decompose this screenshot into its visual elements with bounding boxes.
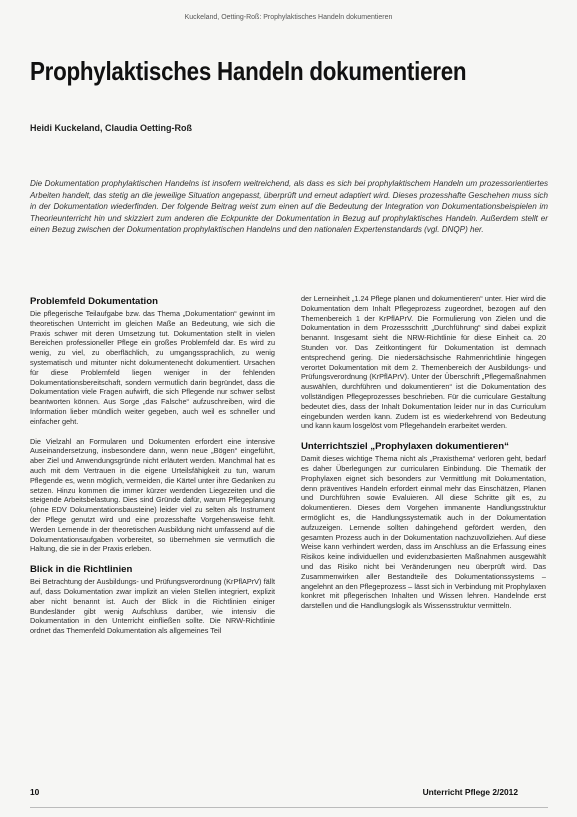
paragraph: Die Vielzahl an Formularen und Dokumenten erfordert eine intensive Auseinandersetzung, insbesondere dann, wenn neue „Bögen“ eingeführt, aber Ziel und Anwendungsgründe nicht erläutert werden. Manchmal hat es auch mit dem Vertrauen in die eigene Urteilsfähigkeit zu tun, warum Pflegende es, wenn möglich, vermeiden, die Kärtel unter ihre Gedanken zu setzen. Hinzu kommen die immer kürzer werdenden Liegezeiten und die steigende Arbeitsbelastung. Dies sind Gründe dafür, warum Pflegeplanung (ohne EDV Dokumentationsbausteine) leider viel zu selten als Instrument der Pflege genutzt wird und eine prozesshafte Vorgehensweise fehlt. Werden Lernende in der theoretischen Ausbildung nicht umfassend auf die Dokumentationsaufgaben vorbereitet, so übernehmen sie vermutlich die Haltung, die sie in der Praxis erleben. [30, 436, 275, 554]
paragraph: Damit dieses wichtige Thema nicht als „Praxisthema“ verloren geht, bedarf es daher Überlegungen zur curricularen Einbindung. Die Thematik der Prophylaxen eignet sich besonders zur Vermittlung mit Dokumentation, denn präventives Handeln erfordert einmal mehr das Einschätzen, Planen und Durchführen sowie Evaluieren. All diese Schritte gilt es, zu dokumentieren. Dieses dem Vorgehen immanente Handlungsstruktur ermöglicht es, die Handlungssystematik auch in der Dokumentation aufzuzeigen. Lernende sollten dahingehend gefördert werden, den gesamten Prozess auch in der Dokumentation nachzuvollziehen. Auf diese Weise kann verhindert werden, dass im Anschluss an die Erfassung eines Risikos keine individuellen und evidenzbasierten Maßnahmen ausgewählt und das Risiko nicht bei Veränderungen neu überprüft wird. Das Zusammenwirken aller Bestandteile des Dokumentationssystems – angelehnt an den Pflegeprozess – lässt sich in Verbindung mit Prophylaxen konkret mit pflegerischen Inhalten und Wissen lehren. Handelnde erst darstellen und die Handlungslogik als Wissensstruktur vermitteln. [301, 454, 546, 611]
running-head: Kuckeland, Oetting-Roß: Prophylaktisches Handeln dokumentieren [184, 14, 393, 21]
journal-name: Unterricht Pflege 2/2012 [422, 787, 518, 797]
left-column [30, 294, 275, 646]
paragraph: Die pflegerische Teilaufgabe bzw. das Thema „Dokumentation“ gewinnt im theoretischen Unterricht im gleichen Maße an Bedeutung, wie sich die Praxis schwer mit deren Umsetzung tut. Dokumentation stellt in vielen Bereichen professioneller Pflege ein großes Problemfeld dar. Es wird zu wenig, zu viel, zu oberflächlich, zu umgangssprachlich, zu wenig systematisch und mitunter nicht dokumentenecht dokumentiert. Ursachen für diese Problemfeld liegen weniger in der fehlenden Dokumentationsbereitschaft, sondern vermutlich darin begründet, dass die Dokumentation viele Fragen aufwirft, die sich Pflegende nur schwer selbst beantworten können. Aus Sorge „das Falsche“ aufzuschreiben, wird die Information lieber mündlich weiter gegeben, auch weil es schneller und einfacher geht. [30, 309, 275, 426]
page-footer [30, 787, 548, 799]
footer-rule [30, 807, 548, 808]
section-heading-richtlinien: Blick in die Richtlinien [30, 564, 133, 576]
paragraph: Bei Betrachtung der Ausbildungs- und Prüfungsverordnung (KrPflAPrV) fällt auf, dass Dokumentation zwar implizit an vielen Stellen integriert, explizit aber nicht benannt ist. Auch der Blick in die Richtlinien einiger Bundesländer gibt wenig Aufschluss darüber, wie intensiv die Dokumentation in den Unterricht einfließen sollte. Die NRW-Richtlinie ordnet das Themenfeld Dokumentation als allgemeines Teil [30, 577, 275, 636]
section-heading-unterrichtsziel: Unterrichtsziel „Prophylaxen dokumentieren“ [301, 441, 509, 453]
paragraph: der Lerneinheit „1.24 Pflege planen und dokumentieren“ unter. Hier wird die Dokumentation dem Inhalt Pflegeprozess zugeordnet, bezogen auf den Themenbereich 1 der KrPflAPrV. Die Formulierung von Zielen und die Dokumentation in dem Prozessschritt „Durchführung“ sind dabei explizit benannt. Insgesamt sieht die NRW-Richtlinie für diese Einheit ca. 20 Stunden vor. Das Zeitkontingent für Dokumentation ist demnach entsprechend gering. Die niedersächsische Rahmenrichtlinie hingegen verortet Dokumentation mit dem 2. Themenbereich der Ausbildungs- und Prüfungsverordnung (KrPflAPrV). Unter der Überschrift „Pflegemaßnahmen auswählen, durchführen und dokumentieren“ ist die Dokumentation des vollständigen Pflegeprozesses beschrieben. Für die curriculare Gestaltung bedeutet dies, dass der Inhalt Dokumentation leider nur in das Curriculum eingebunden werden kann. Zudem ist es wiederkehrend von Bedeutung und kann kaum losgelöst vom Pflegehandeln erarbeitet werden. [301, 294, 546, 431]
page-number: 10 [30, 787, 40, 797]
section-heading-problemfeld: Problemfeld Dokumentation [30, 296, 158, 307]
abstract: Die Dokumentation prophylaktischen Handelns ist insofern weitreichend, als dass es sich bei prophylaktischem Handeln um prozessorientiertes Arbeiten handelt, das stetig an die jeweilige Situation angepasst, überprüft und erneut adaptiert wird. Dieses prozesshafte Geschehen muss sich in der Dokumentation wiederfinden. Der folgende Beitrag weist zum einen auf die Bedeutung der Integration von Dokumentationsbeispielen im Theorieunterricht hin und skizziert zum anderen die Eckpunkte der Dokumentation in Bezug auf prophylaktisches Handeln. Außerdem stellt er einen Bezug zwischen der Dokumentation prophylaktischen Handelns und den nationalen Expertenstandards (vgl. DNQP) her. [30, 179, 548, 234]
article-title: Prophylaktisches Handeln dokumentieren [30, 56, 467, 86]
authors: Heidi Kuckeland, Claudia Oetting-Roß [30, 123, 193, 133]
right-column [301, 294, 546, 621]
